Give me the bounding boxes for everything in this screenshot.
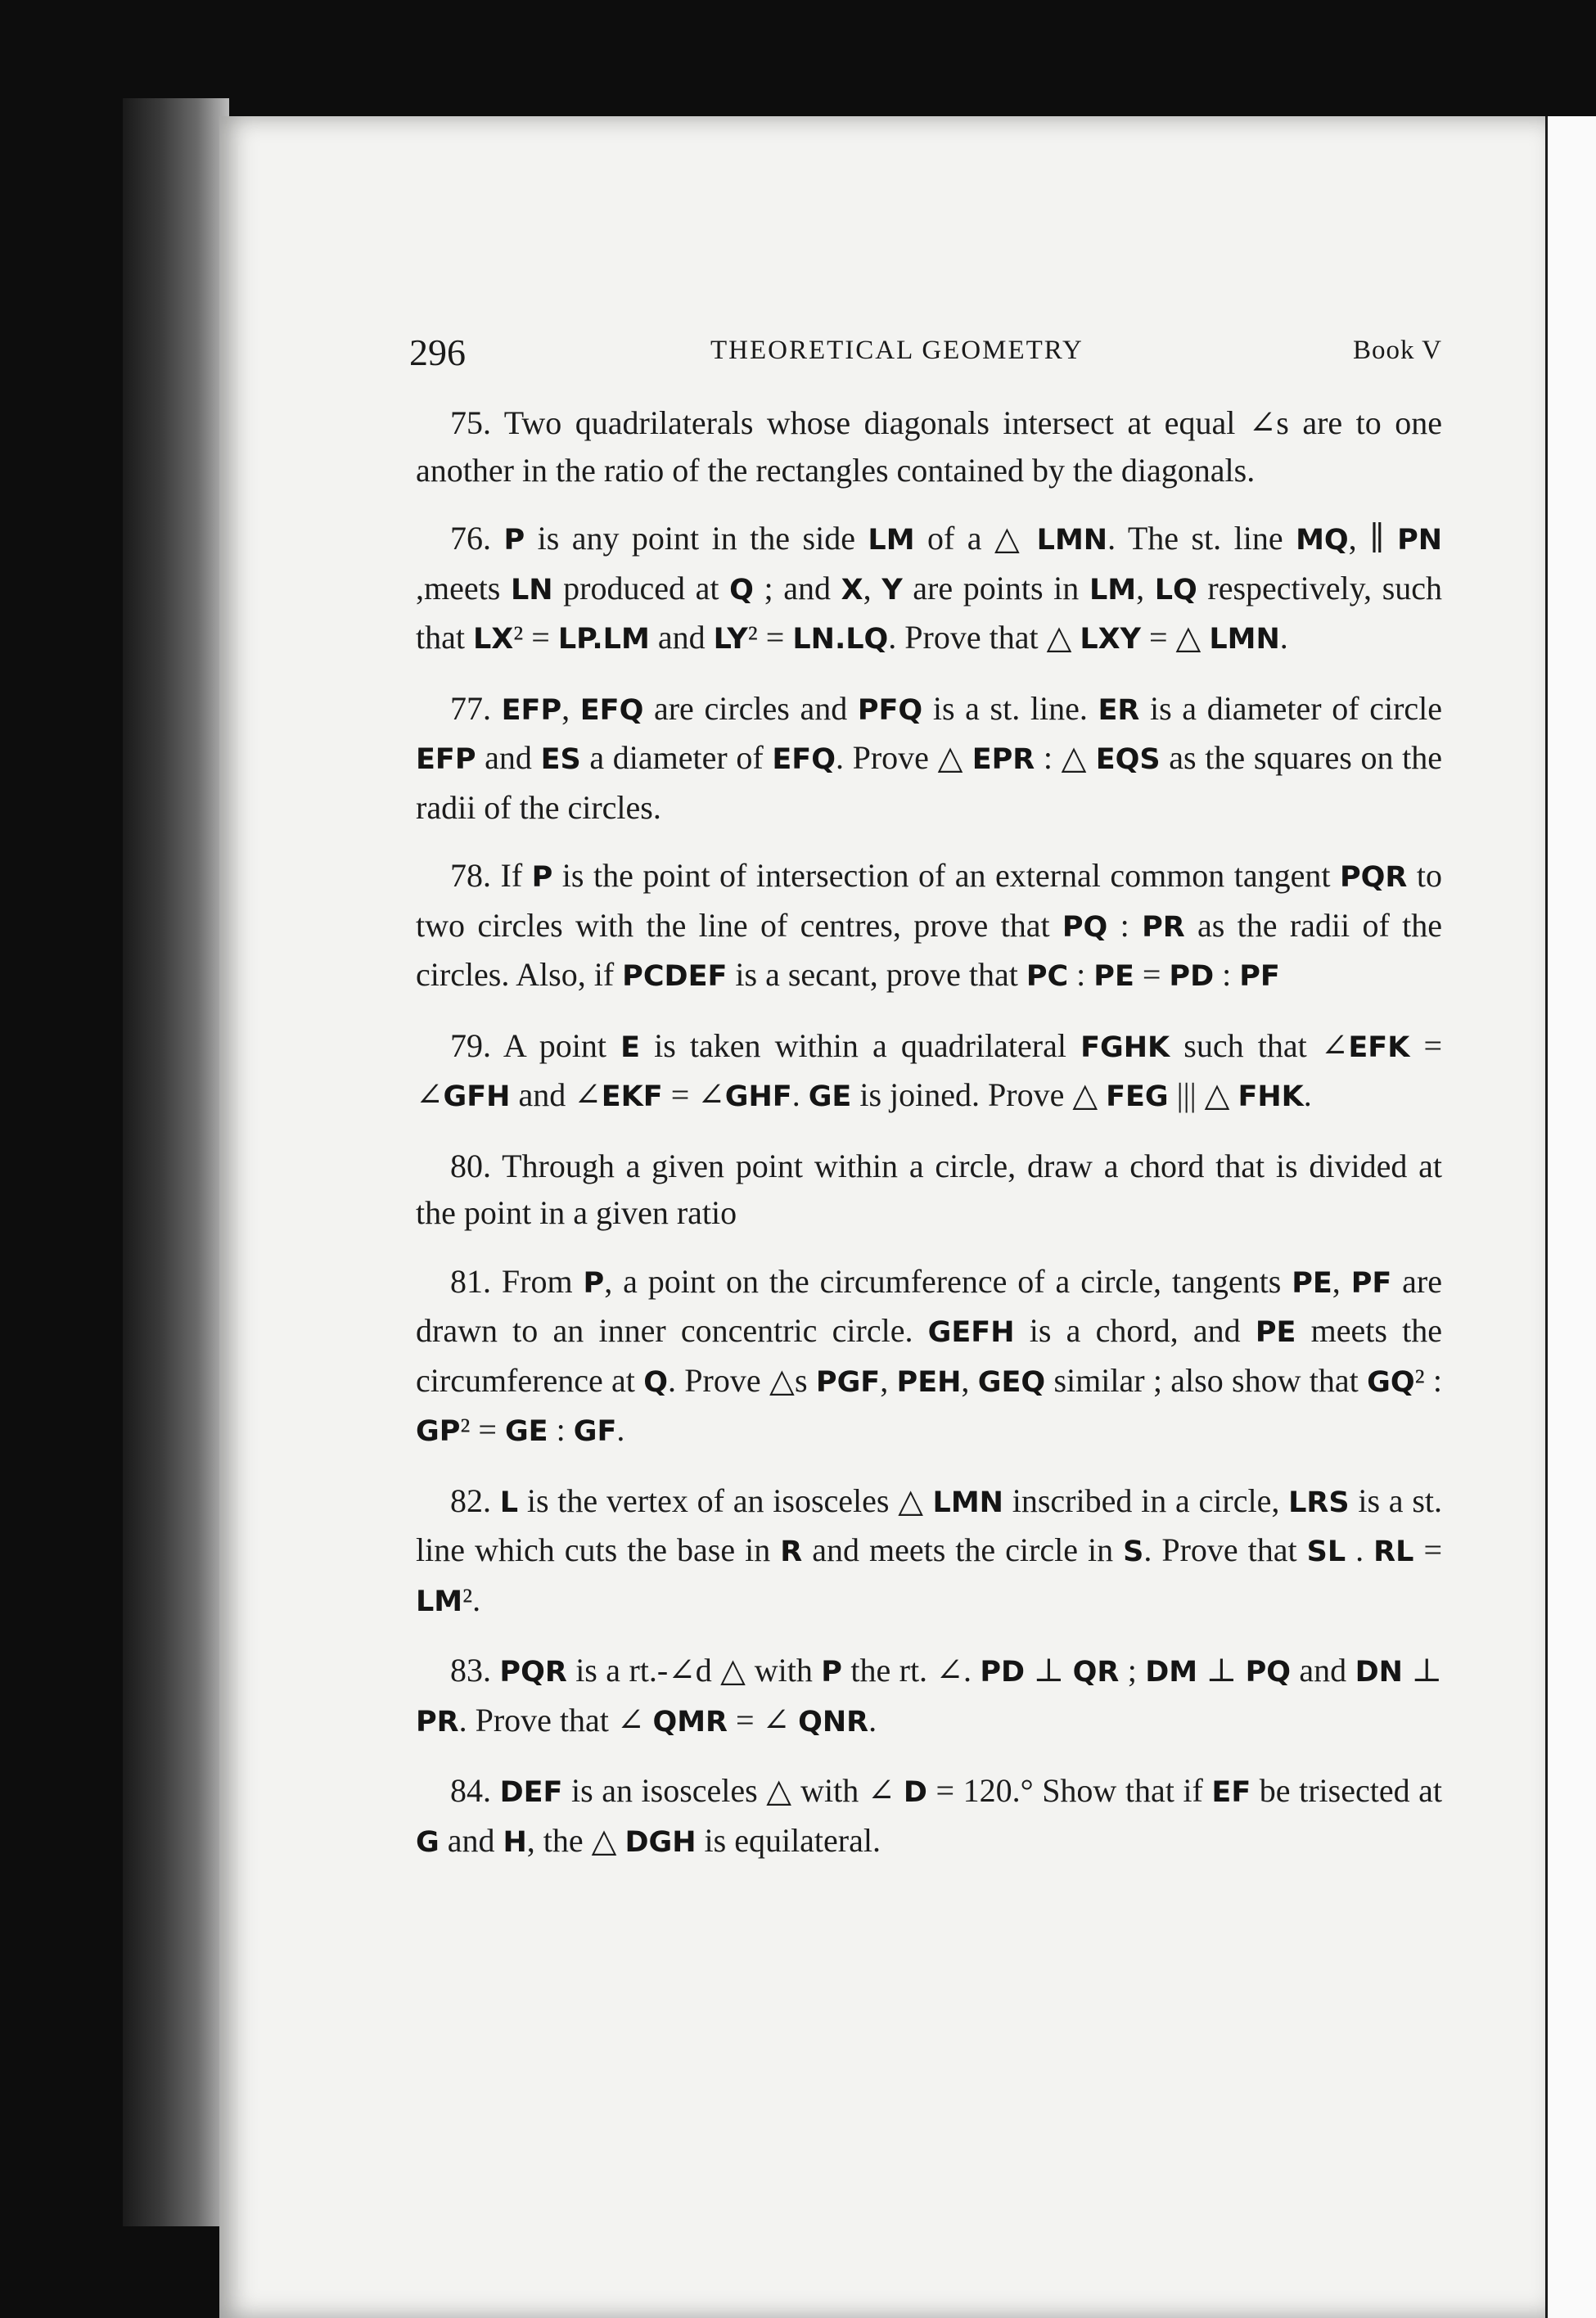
exercise-84 [416, 1767, 1442, 1866]
exercise-number: 78. [450, 857, 491, 894]
point-label: QR [1072, 1656, 1120, 1689]
exercise-number: 84. [450, 1772, 491, 1809]
point-label: H [503, 1825, 527, 1859]
point-label: LRS [1288, 1486, 1350, 1519]
exercise-82 [416, 1477, 1442, 1626]
point-label: SL [1306, 1536, 1346, 1568]
exercise-number: 82. [450, 1481, 491, 1519]
point-label: LQ [1154, 573, 1197, 607]
exercise-text: Two quadrilaterals whose diagonals intersect at equal ∠s are to one another in the ratio of the rectangles contained by the diagonals. [416, 404, 1442, 489]
point-label: S [1123, 1536, 1144, 1568]
point-label: GEFH [927, 1316, 1015, 1349]
point-label: PE [1255, 1316, 1296, 1349]
adjacent-page-edge [1545, 116, 1596, 2318]
point-label: EFP [416, 743, 476, 776]
point-label: EFQ [579, 693, 644, 727]
point-label: EFK [1348, 1030, 1410, 1064]
exercise-number: 81. [450, 1262, 491, 1300]
point-label: PE [1292, 1266, 1332, 1300]
point-label: GFH [443, 1080, 511, 1113]
exercise-text: A point E is taken within a quadrilateral FGHK such that ∠EFK = ∠GFH and ∠EKF = ∠GHF. GE is joined. Prove △ FEG ||| △ FHK. [416, 1026, 1443, 1113]
exercise-79 [416, 1022, 1442, 1121]
exercise-number: 76. [450, 520, 491, 557]
point-label: PD [980, 1656, 1026, 1689]
point-label: LX [472, 623, 514, 656]
point-label: LMN [1209, 623, 1280, 656]
point-label: QMR [652, 1705, 728, 1738]
point-label: LY [713, 623, 748, 656]
exercise-number: 83. [450, 1652, 491, 1689]
point-label: LN.LQ [792, 623, 889, 656]
point-label: PQ [1062, 910, 1108, 944]
point-label: ER [1098, 693, 1140, 727]
point-label: Y [881, 573, 903, 607]
point-label: DM [1145, 1656, 1198, 1689]
running-title: THEORETICAL GEOMETRY [710, 336, 1084, 365]
point-label: Q [643, 1365, 668, 1399]
point-label: PEH [896, 1365, 962, 1399]
point-label: EPR [972, 743, 1035, 776]
exercise-83 [416, 1647, 1442, 1746]
point-label: FHK [1238, 1080, 1304, 1113]
point-label: PF [1239, 960, 1280, 993]
point-label: DEF [499, 1776, 563, 1809]
point-label: PGF [815, 1365, 881, 1399]
exercise-number: 80. [450, 1147, 491, 1184]
point-label: P [821, 1656, 842, 1689]
point-label: EF [1211, 1776, 1251, 1809]
exercise-number: 75. [450, 404, 491, 441]
point-label: FGHK [1080, 1030, 1170, 1064]
point-label: LM [1089, 573, 1137, 607]
exercise-text: EFP, EFQ are circles and PFQ is a st. line. ER is a diameter of circle EFP and ES a diameter of EFQ. Prove △ EPR : △ EQS as the squares on the radii of the circles. [416, 689, 1443, 826]
point-label: P [503, 524, 525, 557]
point-label: LMN [932, 1486, 1003, 1519]
point-label: PR [1142, 910, 1185, 944]
exercise-text: Through a given point within a circle, draw a chord that is divided at the point in a given ratio [416, 1147, 1442, 1231]
point-label: ES [540, 743, 581, 776]
point-label: PQ [1245, 1656, 1291, 1689]
point-label: GQ [1367, 1365, 1415, 1399]
point-label: PQR [1340, 861, 1408, 894]
point-label: Q [729, 573, 754, 607]
book-binding [123, 98, 229, 2226]
exercise-75 [416, 399, 1442, 494]
point-label: L [499, 1486, 519, 1519]
point-label: E [620, 1030, 640, 1064]
exercise-78 [416, 852, 1442, 1001]
point-label: G [416, 1825, 440, 1859]
problem-list [416, 399, 1442, 1887]
point-label: FEG [1106, 1080, 1169, 1113]
point-label: R [780, 1536, 803, 1568]
exercise-text: PQR is a rt.-∠d △ with P the rt. ∠. PD ⊥ QR ; DM ⊥ PQ and DN ⊥ PR. Prove that ∠ QMR = ∠ QNR. [416, 1652, 1442, 1738]
point-label: EQS [1095, 743, 1161, 776]
point-label: MQ [1296, 524, 1349, 557]
point-label: LM [416, 1585, 463, 1618]
point-label: X [841, 573, 863, 607]
point-label: LN [510, 573, 553, 607]
exercise-text: DEF is an isosceles △ with ∠ D = 120.° Show that if EF be trisected at G and H, the △ DGH is equilateral. [416, 1772, 1443, 1859]
exercise-number: 77. [450, 689, 491, 727]
exercise-text: L is the vertex of an isosceles △ LMN inscribed in a circle, LRS is a st. line which cuts the base in R and meets the circle in S. Prove that SL . RL = LM². [416, 1481, 1443, 1618]
page-number: 296 [409, 331, 466, 373]
point-label: EKF [601, 1080, 663, 1113]
point-label: GE [504, 1415, 548, 1448]
point-label: DGH [624, 1825, 697, 1859]
point-label: RL [1373, 1536, 1414, 1568]
running-head [409, 327, 1442, 377]
point-label: D [903, 1776, 927, 1809]
point-label: GEQ [977, 1365, 1046, 1399]
point-label: DN [1355, 1656, 1403, 1689]
point-label: GE [808, 1080, 852, 1113]
exercise-text: From P, a point on the circumference of a circle, tangents PE, PF are drawn to an inner concentric circle. GEFH is a chord, and PE meets the circumference at Q. Prove △s PGF, PEH, GEQ similar ; also show that GQ² : GP² = GE : GF. [416, 1262, 1443, 1448]
point-label: PE [1093, 960, 1134, 993]
point-label: PF [1350, 1266, 1392, 1300]
point-label: LP.LM [557, 623, 650, 656]
point-label: P [583, 1266, 605, 1300]
exercise-80 [416, 1143, 1442, 1237]
point-label: GHF [724, 1080, 792, 1113]
point-label: PD [1169, 960, 1215, 993]
point-label: PFQ [857, 693, 923, 727]
point-label: EFP [501, 693, 562, 727]
point-label: GP [416, 1415, 461, 1448]
exercise-text: If P is the point of intersection of an external common tangent PQR to two circles with the line of centres, prove that PQ : PR as the radii of the circles. Also, if PCDEF is a secant, prove that PC : PE = PD : PF [416, 857, 1442, 993]
point-label: P [531, 861, 553, 894]
point-label: PC [1026, 960, 1069, 993]
exercise-number: 79. [450, 1026, 491, 1064]
point-label: QNR [798, 1705, 869, 1738]
point-label: PR [416, 1705, 459, 1738]
point-label: EFQ [772, 743, 836, 776]
point-label: LMN [1036, 524, 1108, 557]
point-label: GF [573, 1415, 617, 1448]
exercise-77 [416, 685, 1442, 832]
exercise-76 [416, 515, 1442, 664]
point-label: PQR [499, 1656, 567, 1689]
exercise-81 [416, 1258, 1442, 1456]
point-label: LXY [1080, 623, 1141, 656]
exercise-text: P is any point in the side LM of a △ LMN. The st. line MQ, ∥ PN ,meets LN produced at Q ; and X, Y are points in LM, LQ respectively, such that LX² = LP.LM and LY² = LN.LQ. Prove that △ LXY = △ LMN. [416, 520, 1443, 656]
book-label: Book V [1353, 336, 1442, 365]
point-label: PCDEF [622, 960, 728, 993]
point-label: PN [1397, 524, 1443, 557]
point-label: LM [868, 524, 915, 557]
